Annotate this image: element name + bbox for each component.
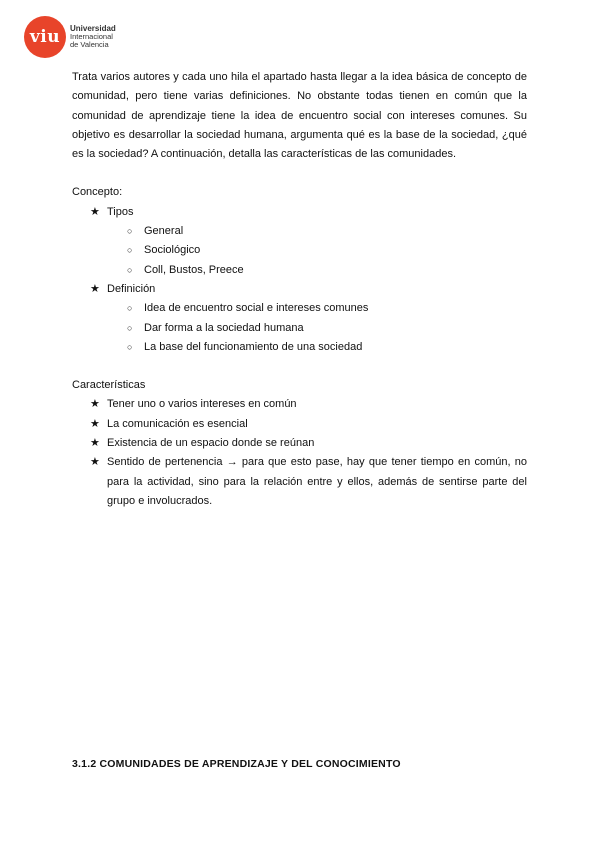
star-bullet-icon: ★ [90, 417, 100, 430]
university-logo [24, 16, 116, 58]
circle-bullet-icon: ○ [127, 303, 133, 314]
list-item-label: Idea de encuentro social e intereses comunes [144, 302, 369, 315]
list-item [72, 415, 527, 434]
list-item [72, 241, 527, 260]
concepto-list [72, 203, 527, 357]
document-body [72, 68, 527, 511]
list-item [72, 222, 527, 241]
circle-bullet-icon: ○ [127, 245, 133, 256]
list-item-label: Existencia de un espacio donde se reúnan [107, 437, 315, 450]
logo-line-2: Internacional [70, 32, 113, 41]
list-item-label: Sentido de pertenencia → para que esto pase, hay que tener tiempo en común, no para la actividad, sino para la relación entre y ellos, además de sentirse parte del grupo e involucrados. [107, 456, 527, 507]
list-item-label: Tipos [107, 205, 134, 218]
list-item [72, 453, 527, 511]
list-item-label: La base del funcionamiento de una sociedad [144, 340, 363, 353]
list-item-label: Sociológico [144, 244, 201, 257]
star-bullet-icon: ★ [90, 437, 100, 450]
star-bullet-icon: ★ [90, 398, 100, 411]
circle-bullet-icon: ○ [127, 322, 133, 333]
list-item-label: La comunicación es esencial [107, 417, 248, 430]
list-item [72, 261, 527, 280]
list-item-label: Coll, Bustos, Preece [144, 263, 244, 276]
caracteristicas-heading: Características [72, 379, 146, 392]
star-bullet-icon: ★ [90, 282, 100, 295]
list-item [72, 338, 527, 357]
star-bullet-icon: ★ [90, 205, 100, 218]
list-item [72, 434, 527, 453]
list-item-label: Definición [107, 282, 156, 295]
section-title: 3.1.2 COMUNIDADES DE APRENDIZAJE Y DEL CONOCIMIENTO [72, 758, 401, 770]
circle-bullet-icon: ○ [127, 264, 133, 275]
list-item-label: Tener uno o varios intereses en común [107, 398, 297, 411]
circle-bullet-icon: ○ [127, 341, 133, 352]
viu-logo-mark: viu [24, 16, 66, 58]
list-item [72, 395, 527, 414]
list-item [72, 203, 527, 222]
list-item [72, 280, 527, 299]
intro-paragraph: Trata varios autores y cada uno hila el apartado hasta llegar a la idea básica de concepto de comunidad, pero tiene varias definiciones. No obstante todas tienen en común que la comunidad de aprendizaje tiene la idea de encuentro social con intereses comunes. Su objetivo es desarrollar la sociedad humana, argumenta qué es la base de la sociedad, ¿qué es la sociedad? A continuación, detalla las características de las comunidades. [72, 71, 527, 161]
circle-bullet-icon: ○ [127, 226, 133, 237]
logo-wordmark [70, 25, 116, 49]
list-item-label: Dar forma a la sociedad humana [144, 321, 304, 334]
star-bullet-icon: ★ [90, 456, 100, 469]
concepto-heading: Concepto: [72, 186, 123, 199]
logo-line-1: Universidad [70, 24, 116, 33]
caracteristicas-list [72, 395, 527, 511]
logo-line-3: de Valencia [70, 40, 109, 49]
list-item-label: General [144, 225, 184, 238]
list-item [72, 319, 527, 338]
list-item [72, 299, 527, 318]
